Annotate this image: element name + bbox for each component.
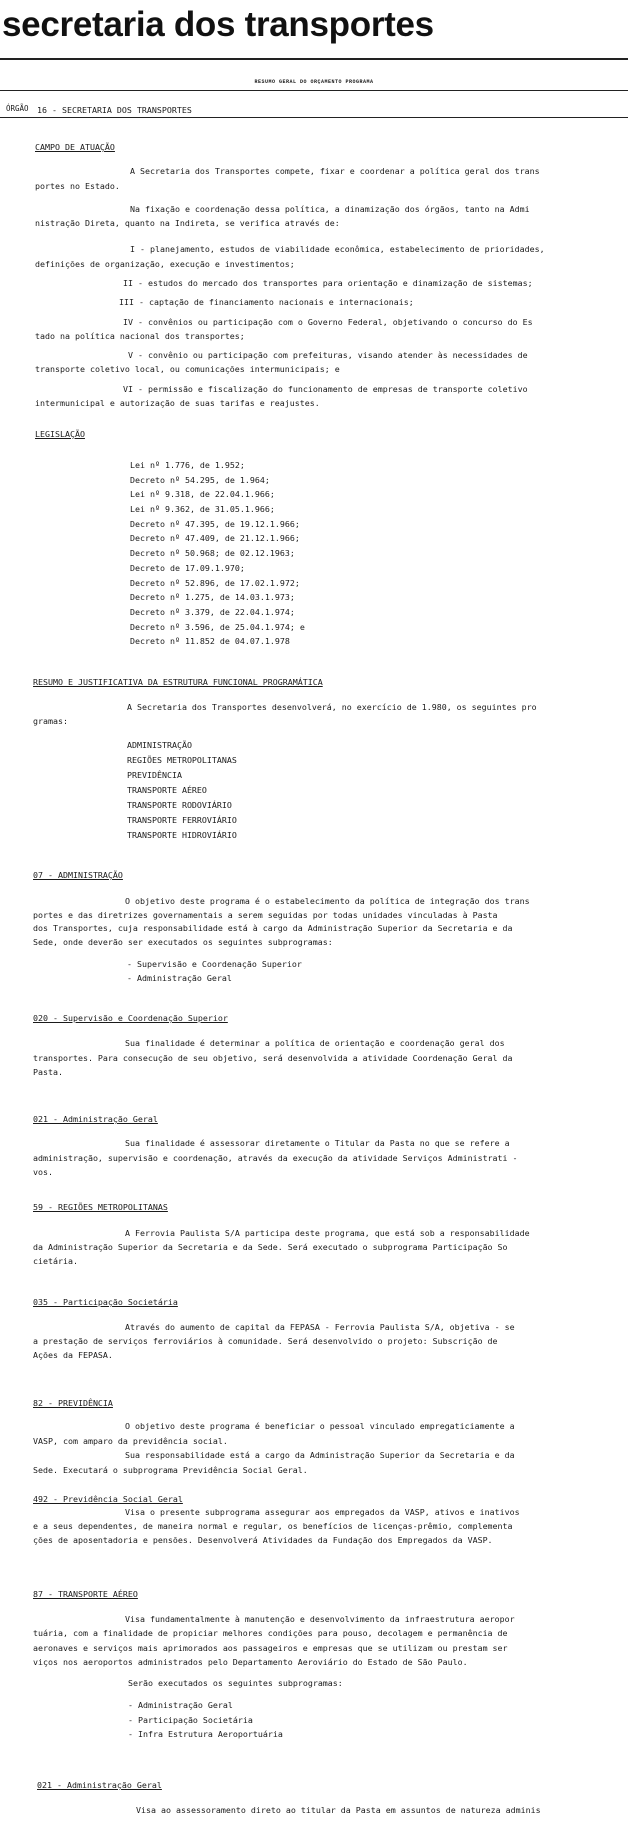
section-heading-021: 021 - Administração Geral (33, 1114, 158, 1124)
paragraph-line: administração, supervisão e coordenação, através da execução da atividade Serviços Administrati - (33, 1153, 518, 1163)
orgao-title: 16 - SECRETARIA DOS TRANSPORTES (37, 105, 192, 115)
list-item: VI - permissão e fiscalização do funcionamento de empresas de transporte coletivo (123, 384, 528, 394)
orgao-label: ÓRGÃO (6, 104, 29, 113)
paragraph-line: Sede, onde deverão ser executados os seguintes subprogramas: (33, 937, 333, 947)
paragraph-line: VASP, com amparo da previdência social. (33, 1436, 228, 1446)
paragraph-line: Através do aumento de capital da FEPASA - Ferrovia Paulista S/A, objetiva - se (125, 1322, 515, 1332)
paragraph-line: A Ferrovia Paulista S/A participa deste programa, que está sob a responsabilidade (125, 1228, 530, 1238)
section-heading-07: 07 - ADMINISTRAÇÃO (33, 870, 123, 880)
subtitle: RESUMO GERAL DO ORÇAMENTO PROGRAMA (254, 79, 374, 85)
paragraph-line: cietária. (33, 1256, 78, 1266)
legislation-item: Decreto nº 47.409, de 21.12.1.966; (130, 533, 300, 544)
program-item: PREVIDÊNCIA (127, 770, 182, 780)
list-item: II - estudos do mercado dos transportes para orientação e dinamização de sistemas; (123, 278, 533, 288)
legislation-item: Decreto de 17.09.1.970; (130, 562, 245, 573)
list-item: III - captação de financiamento nacionais e internacionais; (119, 297, 414, 307)
section-heading-492: 492 - Previdência Social Geral (33, 1494, 183, 1504)
paragraph-line: aeronaves e serviços mais aprimorados aos passageiros e empresas que se utilizam ou prestam ser (33, 1643, 508, 1653)
paragraph-line: portes no Estado. (35, 181, 120, 191)
paragraph-line: gramas: (33, 716, 68, 726)
program-item: TRANSPORTE HIDROVIÁRIO (127, 830, 237, 840)
section-heading-035: 035 - Participação Societária (33, 1297, 178, 1307)
paragraph-line: Sua finalidade é determinar a política de orientação e coordenação geral dos (125, 1038, 505, 1048)
program-item: TRANSPORTE AÉREO (127, 785, 207, 795)
page-title: secretaria dos transportes (2, 5, 434, 44)
paragraph-line: Visa fundamentalmente à manutenção e desenvolvimento da infraestrutura aeropor (125, 1614, 515, 1624)
subtitle-rule (0, 90, 628, 91)
paragraph-line: Na fixação e coordenação dessa política, a dinamização dos órgãos, tanto na Admi (130, 204, 530, 214)
section-heading-82: 82 - PREVIDÊNCIA (33, 1398, 113, 1408)
paragraph-line: viços nos aeroportos administrados pelo Departamento Aeroviário do Estado de São Paulo. (33, 1657, 468, 1667)
section-heading-021b: 021 - Administração Geral (37, 1780, 162, 1790)
paragraph-line: a prestação de serviços ferroviários à comunidade. Será desenvolvido o projeto: Subscrição de (33, 1336, 498, 1346)
paragraph-line: Visa ao assessoramento direto ao titular da Pasta em assuntos de natureza adminis (136, 1805, 541, 1815)
paragraph-line: Serão executados os seguintes subprogramas: (128, 1678, 343, 1688)
paragraph-line: Sua responsabilidade está a cargo da Administração Superior da Secretaria e da (125, 1450, 515, 1460)
list-item: intermunicipal e autorização de suas tarifas e reajustes. (35, 398, 320, 408)
legislation-item: Decreto nº 54.295, de 1.964; (130, 474, 270, 485)
section-heading-87: 87 - TRANSPORTE AÉREO (33, 1589, 138, 1599)
paragraph-line: transportes. Para consecução de seu objetivo, será desenvolvida a atividade Coordenação Geral da (33, 1053, 513, 1063)
list-item: tado na política nacional dos transportes; (35, 331, 245, 341)
legislation-item: Decreto nº 47.395, de 19.12.1.966; (130, 518, 300, 529)
paragraph-line: Sede. Executará o subprograma Previdência Social Geral. (33, 1465, 308, 1475)
list-item: I - planejamento, estudos de viabilidade econômica, estabelecimento de prioridades, (130, 244, 545, 254)
legislation-item: Decreto nº 11.852 de 04.07.1.978 (130, 636, 290, 647)
paragraph-line: A Secretaria dos Transportes compete, fixar e coordenar a política geral dos trans (130, 166, 540, 176)
section-heading-020: 020 - Supervisão e Coordenação Superior (33, 1013, 228, 1023)
list-item: V - convênio ou participação com prefeituras, visando atender às necessidades de (128, 350, 528, 360)
legislation-item: Lei nº 9.318, de 22.04.1.966; (130, 489, 275, 500)
subprogram-item: - Infra Estrutura Aeroportuária (128, 1729, 283, 1739)
paragraph-line: Ações da FEPASA. (33, 1350, 113, 1360)
paragraph-line: ções de aposentadoria e pensões. Desenvolverá Atividades da Fundação dos Empregados da VASP. (33, 1535, 493, 1545)
paragraph-line: portes e das diretrizes governamentais a serem seguidas por todas unidades vinculadas à Pasta (33, 910, 498, 920)
paragraph-line: O objetivo deste programa é beneficiar o pessoal vinculado empregaticiamente a (125, 1421, 515, 1431)
subprogram-item: - Administração Geral (128, 1700, 233, 1710)
legislation-item: Decreto nº 1.275, de 14.03.1.973; (130, 592, 295, 603)
paragraph-line: nistração Direta, quanto na Indireta, se verifica através de: (35, 218, 340, 228)
list-item: definições de organização, execução e investimentos; (35, 259, 295, 269)
section-heading-legislacao: LEGISLAÇÃO (35, 429, 85, 439)
legislation-item: Decreto nº 3.379, de 22.04.1.974; (130, 606, 295, 617)
paragraph-line: Pasta. (33, 1067, 63, 1077)
legislation-item: Decreto nº 3.596, de 25.04.1.974; e (130, 621, 305, 632)
paragraph-line: A Secretaria dos Transportes desenvolverá, no exercício de 1.980, os seguintes pro (127, 702, 537, 712)
program-item: TRANSPORTE FERROVIÁRIO (127, 815, 237, 825)
paragraph-line: tuária, com a finalidade de propiciar melhores condições para pouso, decolagem e permanência de (33, 1628, 508, 1638)
legislation-item: Lei nº 9.362, de 31.05.1.966; (130, 504, 275, 515)
paragraph-line: Sua finalidade é assessorar diretamente o Titular da Pasta no que se refere a (125, 1138, 510, 1148)
paragraph-line: Visa o presente subprograma assegurar aos empregados da VASP, ativos e inativos (125, 1507, 520, 1517)
program-item: ADMINISTRAÇÃO (127, 740, 192, 750)
top-rule (0, 58, 628, 60)
paragraph-line: e a seus dependentes, de maneira normal e regular, os benefícios de licenças-prêmio, complementa (33, 1521, 513, 1531)
paragraph-line: da Administração Superior da Secretaria e da Sede. Será executado o subprograma Participação So (33, 1242, 508, 1252)
paragraph-line: O objetivo deste programa é o estabelecimento da política de integração dos trans (125, 896, 530, 906)
section-heading-resumo: RESUMO E JUSTIFICATIVA DA ESTRUTURA FUNCIONAL PROGRAMÁTICA (33, 677, 323, 687)
program-item: TRANSPORTE RODOVIÁRIO (127, 800, 232, 810)
subprogram-item: - Participação Societária (128, 1715, 253, 1725)
subprogram-item: - Administração Geral (127, 973, 232, 983)
legislation-item: Decreto nº 52.896, de 17.02.1.972; (130, 577, 300, 588)
orgao-rule (0, 117, 628, 118)
legislation-item: Lei nº 1.776, de 1.952; (130, 460, 245, 470)
paragraph-line: vos. (33, 1167, 53, 1177)
list-item: IV - convênios ou participação com o Governo Federal, objetivando o concurso do Es (123, 317, 533, 327)
paragraph-line: dos Transportes, cuja responsabilidade está à cargo da Administração Superior da Secretaria e da (33, 923, 513, 933)
list-item: transporte coletivo local, ou comunicações intermunicipais; e (35, 364, 340, 374)
section-heading-campo: CAMPO DE ATUAÇÃO (35, 142, 115, 152)
legislation-item: Decreto nº 50.968; de 02.12.1963; (130, 548, 295, 559)
program-list (127, 740, 237, 841)
legislation-list (130, 460, 305, 647)
section-heading-59: 59 - REGIÕES METROPOLITANAS (33, 1202, 168, 1212)
program-item: REGIÕES METROPOLITANAS (127, 755, 237, 765)
subprogram-item: - Supervisão e Coordenação Superior (127, 959, 302, 969)
